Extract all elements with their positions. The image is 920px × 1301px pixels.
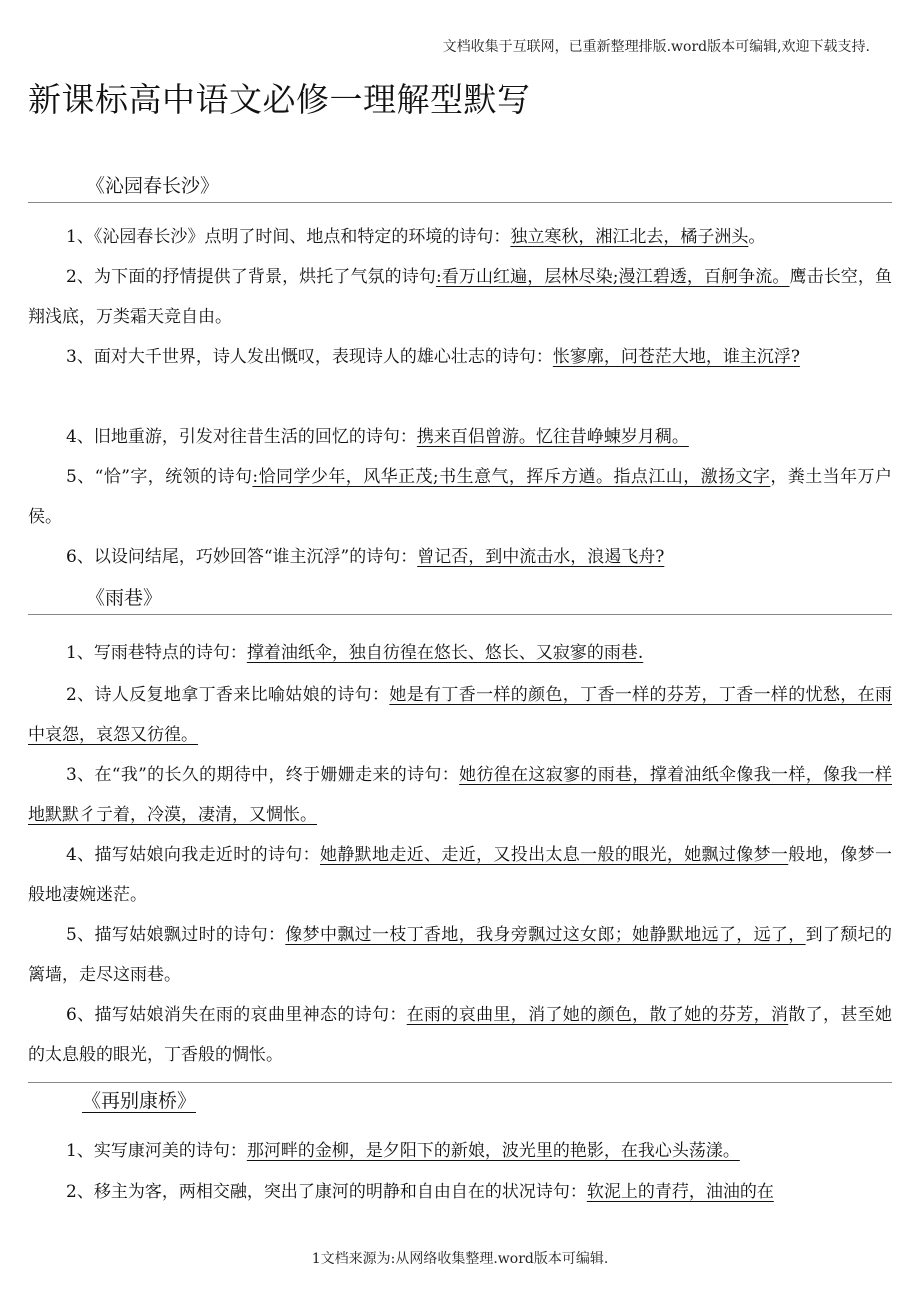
section-heading-text: 《沁园春长沙》 [86,175,220,197]
list-item: 5、“恰”字，统领的诗句:恰同学少年，风华正茂;书生意气，挥斥方遒。指点江山，激扬文字，粪土当年万户侯。 [28,467,892,527]
header-note: 文档收集于互联网，已重新整理排版.word版本可编辑,欢迎下载支持. [442,39,870,55]
section-heading-text: 《雨巷》 [86,587,163,609]
list-item: 2、诗人反复地拿丁香来比喻姑娘的诗句：她是有丁香一样的颜色，丁香一样的芬芳，丁香一样的忧愁，在雨中哀怨，哀怨又彷徨。 [28,685,892,745]
list-item: 3、在“我”的长久的期待中，终于姗姗走来的诗句：她彷徨在这寂寥的雨巷，撑着油纸伞像我一样，像我一样地默默彳亍着，冷漠，凄清，又惆怅。 [28,765,893,825]
list-item: 4、旧地重游，引发对往昔生活的回忆的诗句：携来百侣曾游。忆往昔峥蝀岁月稠。 [66,427,689,447]
list-item: 6、描写姑娘消失在雨的哀曲里神态的诗句：在雨的哀曲里，消了她的颜色，散了她的芬芳，消散了，甚至她的太息般的眼光，丁香般的惆怅。 [28,1005,893,1065]
footer-note: 1文档来源为:从网络收集整理.word版本可编辑. [311,1251,609,1267]
list-item: 5、描写姑娘飘过时的诗句：像梦中飘过一枝丁香地，我身旁飘过这女郎；她静默地远了，远了，到了颓圮的篱墙，走尽这雨巷。 [28,925,893,985]
list-item: 4、描写姑娘向我走近时的诗句：她静默地走近、走近，又投出太息一般的眼光，她飘过像梦一般地，像梦一般地凄婉迷茫。 [28,845,893,905]
list-item: 1、《沁园春长沙》点明了时间、地点和特定的环境的诗句：独立寒秋，湘江北去，橘子洲头。 [66,227,766,247]
list-item: 1、实写康河美的诗句：那河畔的金柳，是夕阳下的新娘，波光里的艳影，在我心头荡漾。 [66,1141,740,1161]
list-item: 2、为下面的抒情提供了背景，烘托了气氛的诗句:看万山红遍，层林尽染;漫江碧透，百舸争流。鹰击长空，鱼翔浅底，万类霜天竞自由。 [28,267,892,327]
section-heading-text: 《再别康桥》 [82,1090,197,1112]
list-item: 3、面对大千世界，诗人发出慨叹，表现诗人的雄心壮志的诗句：怅寥廓，问苍茫大地，谁主沉浮? [66,347,800,367]
list-item: 1、写雨巷特点的诗句：撑着油纸伞，独自彷徨在悠长、悠长、又寂寥的雨巷. [66,643,644,663]
section-heading [28,172,892,203]
list-item: 2、移主为客，两相交融，突出了康河的明静和自由自在的状况诗句：软泥上的青荇，油油的在 [66,1182,774,1202]
page-title: 新课标高中语文必修一理解型默写 [28,80,531,119]
list-item: 6、以设问结尾，巧妙回答“谁主沉浮”的诗句：曾记否，到中流击水，浪遏飞舟? [66,547,665,567]
section-heading [28,584,892,615]
section-heading [28,1082,892,1115]
